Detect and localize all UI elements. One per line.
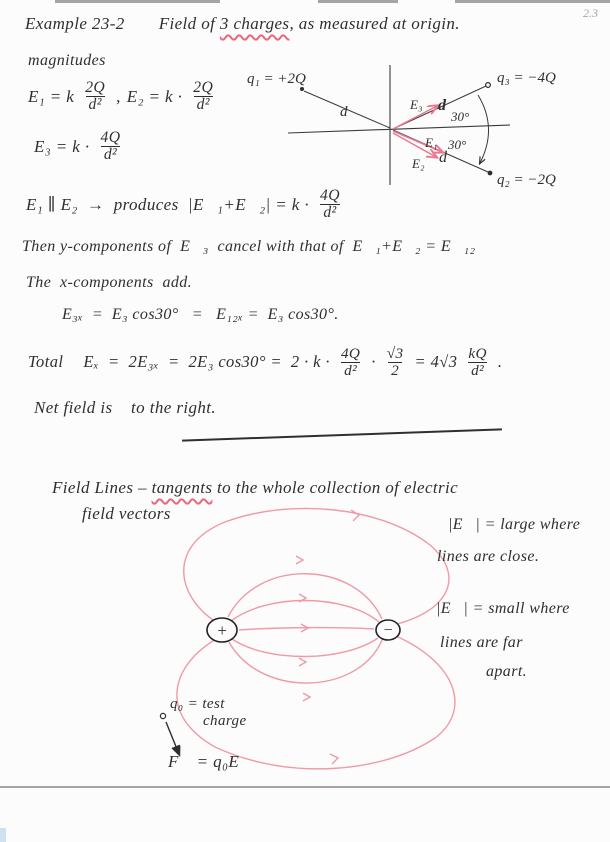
q1-label: q₁ = +2Q — [247, 71, 306, 87]
heading-wavy-underlined: tangents — [151, 478, 213, 497]
e3-label: E₃ — [410, 97, 423, 112]
eq2-lhs: E₃ = k · — [34, 136, 90, 156]
d-label-q1: d — [340, 104, 348, 120]
note-small-1: |E⃗| = small where — [436, 600, 570, 617]
dipole-field-lines-diagram — [130, 500, 475, 790]
total-c: = 4√3 — [414, 352, 458, 372]
header-line — [25, 14, 460, 34]
e1-label: E₁ — [425, 135, 438, 150]
components-equation: E₃ₓ = E₃ cos30° = E₁₂ₓ = E₃ cos30°. — [62, 306, 339, 323]
charge-q1-dot — [300, 87, 304, 91]
fraction: $\frac{√3}{2}$ — [386, 345, 404, 379]
fraction: $\frac{2Q}{\text{d²}}$ — [85, 79, 106, 114]
note-large-1: |E⃗| = large where — [448, 516, 581, 533]
test-charge-dot — [160, 713, 165, 718]
note-large-2: lines are close. — [437, 548, 540, 565]
arrowhead — [299, 658, 306, 666]
page-number: 2.3 — [583, 6, 598, 20]
eq1-lhs2: E₂ = k · — [126, 86, 183, 106]
force-equation: F⃗ = q₀E⃗ — [168, 752, 253, 771]
charge-q2-dot — [488, 171, 493, 176]
angle-arc — [478, 95, 489, 163]
note-small-3: apart. — [486, 663, 528, 680]
example-label: Example 23-2 — [25, 14, 125, 33]
test-charge-label-2: charge — [203, 713, 247, 729]
eq1-sep: , — [116, 86, 121, 106]
charge-diagram — [240, 58, 580, 193]
fraction: $\frac{4Q}{\text{d²}}$ — [100, 129, 121, 164]
eq3-lhs: E₁ ∥ E₂ → produces |E⃗₁+E⃗₂| = k · — [26, 194, 310, 214]
charge-q3-dot — [486, 83, 491, 88]
arrowhead — [296, 556, 303, 564]
scan-edge-artifact — [455, 0, 610, 3]
scan-corner-artifact — [0, 828, 6, 842]
fraction: $\frac{kQ}{\text{d²}}$ — [468, 345, 487, 379]
field-line-upper-outer-loop — [184, 508, 449, 624]
fraction: $\frac{4Q}{\text{d²}}$ — [340, 345, 361, 379]
title-wavy-underlined: 3 charges — [219, 14, 290, 33]
eq1-lhs: E₁ = k — [28, 86, 75, 106]
force-arrow — [166, 722, 179, 754]
total-end: . — [497, 352, 503, 372]
field-line-upper-middle — [228, 574, 382, 619]
equation-e3 — [34, 130, 125, 164]
field-lines-heading — [52, 478, 458, 498]
heading-post: to the whole collection of electric — [212, 478, 459, 497]
total-prefix: Total — [28, 352, 64, 372]
note-small-2: lines are far — [440, 634, 523, 651]
field-line-lower-inner — [232, 638, 378, 657]
arrowhead — [303, 693, 310, 701]
d-label-q2: d — [439, 149, 447, 166]
title-pre: Field of — [158, 14, 220, 33]
angle-bottom-label: 30° — [448, 137, 467, 152]
scan-edge-artifact — [318, 0, 398, 3]
minus-symbol: − — [382, 622, 394, 639]
total-equation — [28, 346, 502, 379]
arrowhead — [351, 510, 359, 521]
total-b: · — [371, 352, 376, 372]
e2-label: E₂ — [412, 156, 425, 171]
arrowhead — [330, 754, 338, 764]
field-line-upper-inner — [231, 600, 379, 622]
total-a: Eₓ = 2E₃ₓ = 2E₃ cos30° = 2 · k · — [83, 352, 330, 372]
body-line1: Then y-components of E⃗₃ cancel with that of E⃗₁+E⃗₂ = E⃗₁₂ — [22, 238, 476, 255]
q3-label: q₃ = −4Q — [497, 70, 556, 86]
scan-edge-artifact — [55, 0, 220, 3]
magnitudes-label: magnitudes — [28, 52, 106, 69]
fraction: $\frac{2Q}{\text{d²}}$ — [193, 79, 214, 114]
underline-divider — [182, 428, 502, 441]
plus-symbol: + — [216, 621, 228, 640]
d-label-q3: d — [438, 97, 446, 114]
equation-parallel — [26, 188, 345, 222]
net-field-line: Net field is to the right. — [34, 398, 217, 417]
q2-label: q₂ = −2Q — [497, 172, 556, 188]
fraction: $\frac{4Q}{\text{d²}}$ — [320, 187, 340, 222]
scan-bottom-line — [0, 786, 610, 788]
heading-pre: Field Lines – — [52, 478, 152, 497]
equation-e1-e2 — [28, 80, 218, 114]
field-lines-heading-cont: field vectors — [82, 504, 171, 523]
angle-top-label: 30° — [451, 109, 470, 124]
title-post: , as measured at origin. — [289, 14, 460, 33]
body-line2: The x-components add. — [26, 274, 193, 291]
test-charge-label-1: q₀ = test — [170, 696, 225, 712]
